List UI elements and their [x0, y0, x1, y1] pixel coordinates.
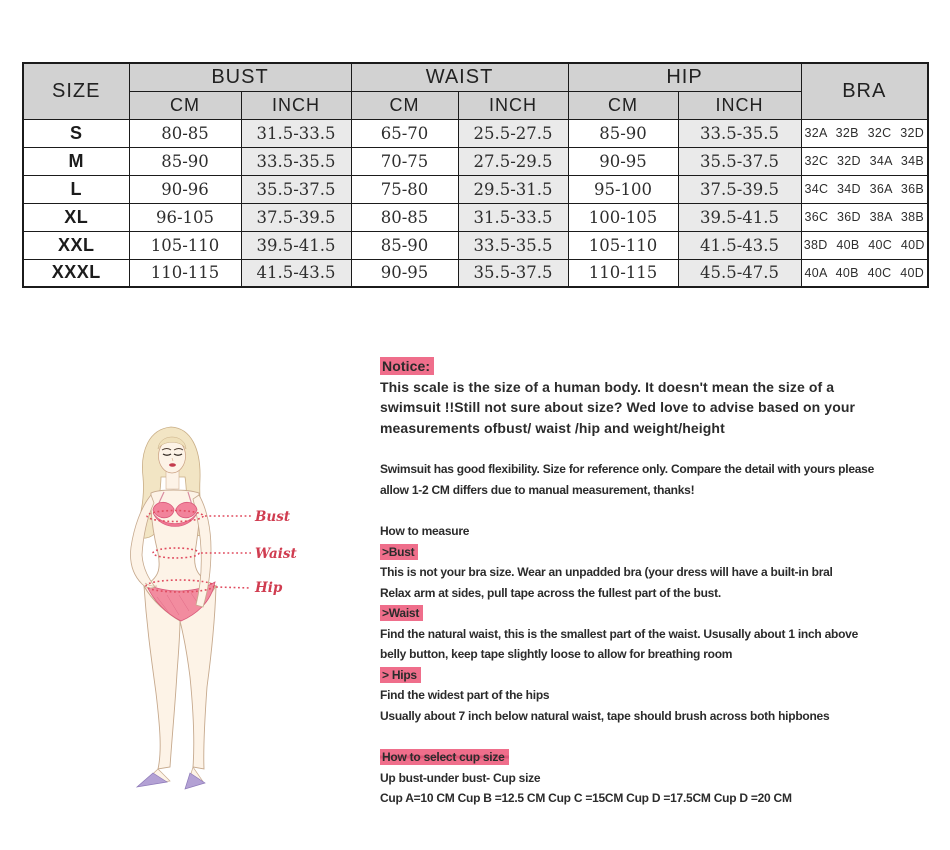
flexibility-note-line: allow 1-2 CM differs due to manual measurement, thanks!: [380, 482, 695, 497]
waist-cm-value: 90-95: [351, 259, 458, 287]
bust-heading-line: [380, 542, 874, 563]
table-row-xxl: [23, 231, 928, 259]
hips-instruction-line: Usually about 7 inch below natural waist, tape should brush across both hipbones: [380, 708, 830, 723]
hip-leader-line: [216, 587, 251, 588]
table-row-m: [23, 147, 928, 175]
waist-heading: >Waist: [380, 605, 423, 621]
waist-instruction-line: belly button, keep tape slightly loose to allow for breathing room: [380, 647, 733, 661]
hip-inch-value: 33.5-35.5: [678, 119, 801, 147]
notice-heading-line: [380, 356, 874, 377]
bust-cm-value: 96-105: [129, 203, 241, 231]
waist-cm-value: 85-90: [351, 231, 458, 259]
how-to-measure-heading: How to measure: [380, 524, 470, 538]
table-row-s: [23, 119, 928, 147]
bust-inch-value: 33.5-35.5: [241, 147, 351, 175]
bra-sizes-value: 34C 34D 36A 36B: [801, 175, 928, 203]
bust-cm-value: 80-85: [129, 119, 241, 147]
bust-cm-value: 105-110: [129, 231, 241, 259]
size-label: L: [23, 175, 129, 203]
column-header-waist: WAIST: [351, 63, 568, 91]
notice-heading: Notice:: [380, 357, 434, 375]
size-label: XXL: [23, 231, 129, 259]
waist-instruction-line: Find the natural waist, this is the smallest part of the waist. Ususally about 1 inch above: [380, 626, 859, 641]
waist-inch-value: 25.5-27.5: [458, 119, 568, 147]
table-row-xl: [23, 203, 928, 231]
bust-instruction-line: This is not your bra size. Wear an unpadded bra (your dress will have a built-in bral: [380, 565, 833, 579]
waist-cm-value: 70-75: [351, 147, 458, 175]
lips-shape: [169, 463, 176, 466]
column-header-hip-cm: CM: [568, 91, 678, 119]
bra-sizes-value: 32A 32B 32C 32D: [801, 119, 928, 147]
table-row-l: [23, 175, 928, 203]
hip-cm-value: 90-95: [568, 147, 678, 175]
waist-inch-value: 31.5-33.5: [458, 203, 568, 231]
table-header-row-groups: [23, 63, 928, 91]
hips-heading-line: [380, 665, 874, 686]
size-label: S: [23, 119, 129, 147]
hip-cm-value: 85-90: [568, 119, 678, 147]
waist-inch-value: 29.5-31.5: [458, 175, 568, 203]
size-label: XL: [23, 203, 129, 231]
notice-section: [380, 356, 874, 809]
hip-cm-value: 95-100: [568, 175, 678, 203]
hip-inch-value: 37.5-39.5: [678, 175, 801, 203]
column-header-size: SIZE: [23, 63, 129, 119]
waist-inch-value: 33.5-35.5: [458, 231, 568, 259]
hip-cm-value: 110-115: [568, 259, 678, 287]
size-table: [22, 62, 929, 288]
waist-inch-value: 35.5-37.5: [458, 259, 568, 287]
cup-size-line: Up bust-under bust- Cup size: [380, 770, 541, 785]
waist-measure-label: Waist: [255, 546, 297, 562]
bust-cm-value: 110-115: [129, 259, 241, 287]
hips-instruction-line: Find the widest part of the hips: [380, 688, 550, 702]
waist-cm-value: 75-80: [351, 175, 458, 203]
size-label: M: [23, 147, 129, 175]
hip-inch-value: 39.5-41.5: [678, 203, 801, 231]
bust-instruction-line: Relax arm at sides, pull tape across the fullest part of the bust.: [380, 585, 721, 600]
column-header-hip: HIP: [568, 63, 801, 91]
hip-inch-value: 35.5-37.5: [678, 147, 801, 175]
hip-cm-value: 100-105: [568, 203, 678, 231]
notice-text-line: swimsuit !!Still not sure about size? Wed love to advise based on your: [380, 399, 856, 415]
cup-size-line: Cup A=10 CM Cup B =12.5 CM Cup C =15CM Cup D =17.5CM Cup D =20 CM: [380, 791, 792, 805]
bra-sizes-value: 36C 36D 38A 38B: [801, 203, 928, 231]
notice-text-line: measurements ofbust/ waist /hip and weight/height: [380, 419, 725, 436]
cup-size-heading: How to select cup size: [380, 749, 509, 765]
column-header-bra: BRA: [801, 63, 928, 119]
column-header-bust-inch: INCH: [241, 91, 351, 119]
bust-cm-value: 85-90: [129, 147, 241, 175]
column-header-bust: BUST: [129, 63, 351, 91]
cup-size-heading-line: [380, 747, 874, 768]
bust-inch-value: 35.5-37.5: [241, 175, 351, 203]
table-header-row-units: [23, 91, 928, 119]
body-sketch-illustration: [95, 415, 365, 815]
hip-inch-value: 41.5-43.5: [678, 231, 801, 259]
waist-heading-line: [380, 603, 874, 624]
bra-sizes-value: 38D 40B 40C 40D: [801, 231, 928, 259]
hips-heading: > Hips: [380, 667, 421, 683]
bust-heading: >Bust: [380, 544, 418, 560]
hip-inch-value: 45.5-47.5: [678, 259, 801, 287]
bust-inch-value: 31.5-33.5: [241, 119, 351, 147]
bust-inch-value: 39.5-41.5: [241, 231, 351, 259]
bust-inch-value: 37.5-39.5: [241, 203, 351, 231]
bust-inch-value: 41.5-43.5: [241, 259, 351, 287]
size-table-section: [22, 62, 929, 288]
measurement-figure: [95, 415, 365, 815]
flexibility-note-line: Swimsuit has good flexibility. Size for reference only. Compare the detail with yours please: [380, 462, 875, 476]
hip-cm-value: 105-110: [568, 231, 678, 259]
column-header-hip-inch: INCH: [678, 91, 801, 119]
waist-inch-value: 27.5-29.5: [458, 147, 568, 175]
column-header-waist-inch: INCH: [458, 91, 568, 119]
table-row-xxxl: [23, 259, 928, 287]
bra-sizes-value: 32C 32D 34A 34B: [801, 147, 928, 175]
bra-sizes-value: 40A 40B 40C 40D: [801, 259, 928, 287]
waist-cm-value: 80-85: [351, 203, 458, 231]
bust-measure-label: Bust: [255, 509, 291, 525]
notice-text-line: This scale is the size of a human body. It doesn't mean the size of a: [380, 378, 835, 395]
size-label: XXXL: [23, 259, 129, 287]
hip-measure-label: Hip: [255, 580, 283, 596]
column-header-bust-cm: CM: [129, 91, 241, 119]
waist-cm-value: 65-70: [351, 119, 458, 147]
column-header-waist-cm: CM: [351, 91, 458, 119]
left-arm-shape: [130, 495, 155, 588]
bust-cm-value: 90-96: [129, 175, 241, 203]
